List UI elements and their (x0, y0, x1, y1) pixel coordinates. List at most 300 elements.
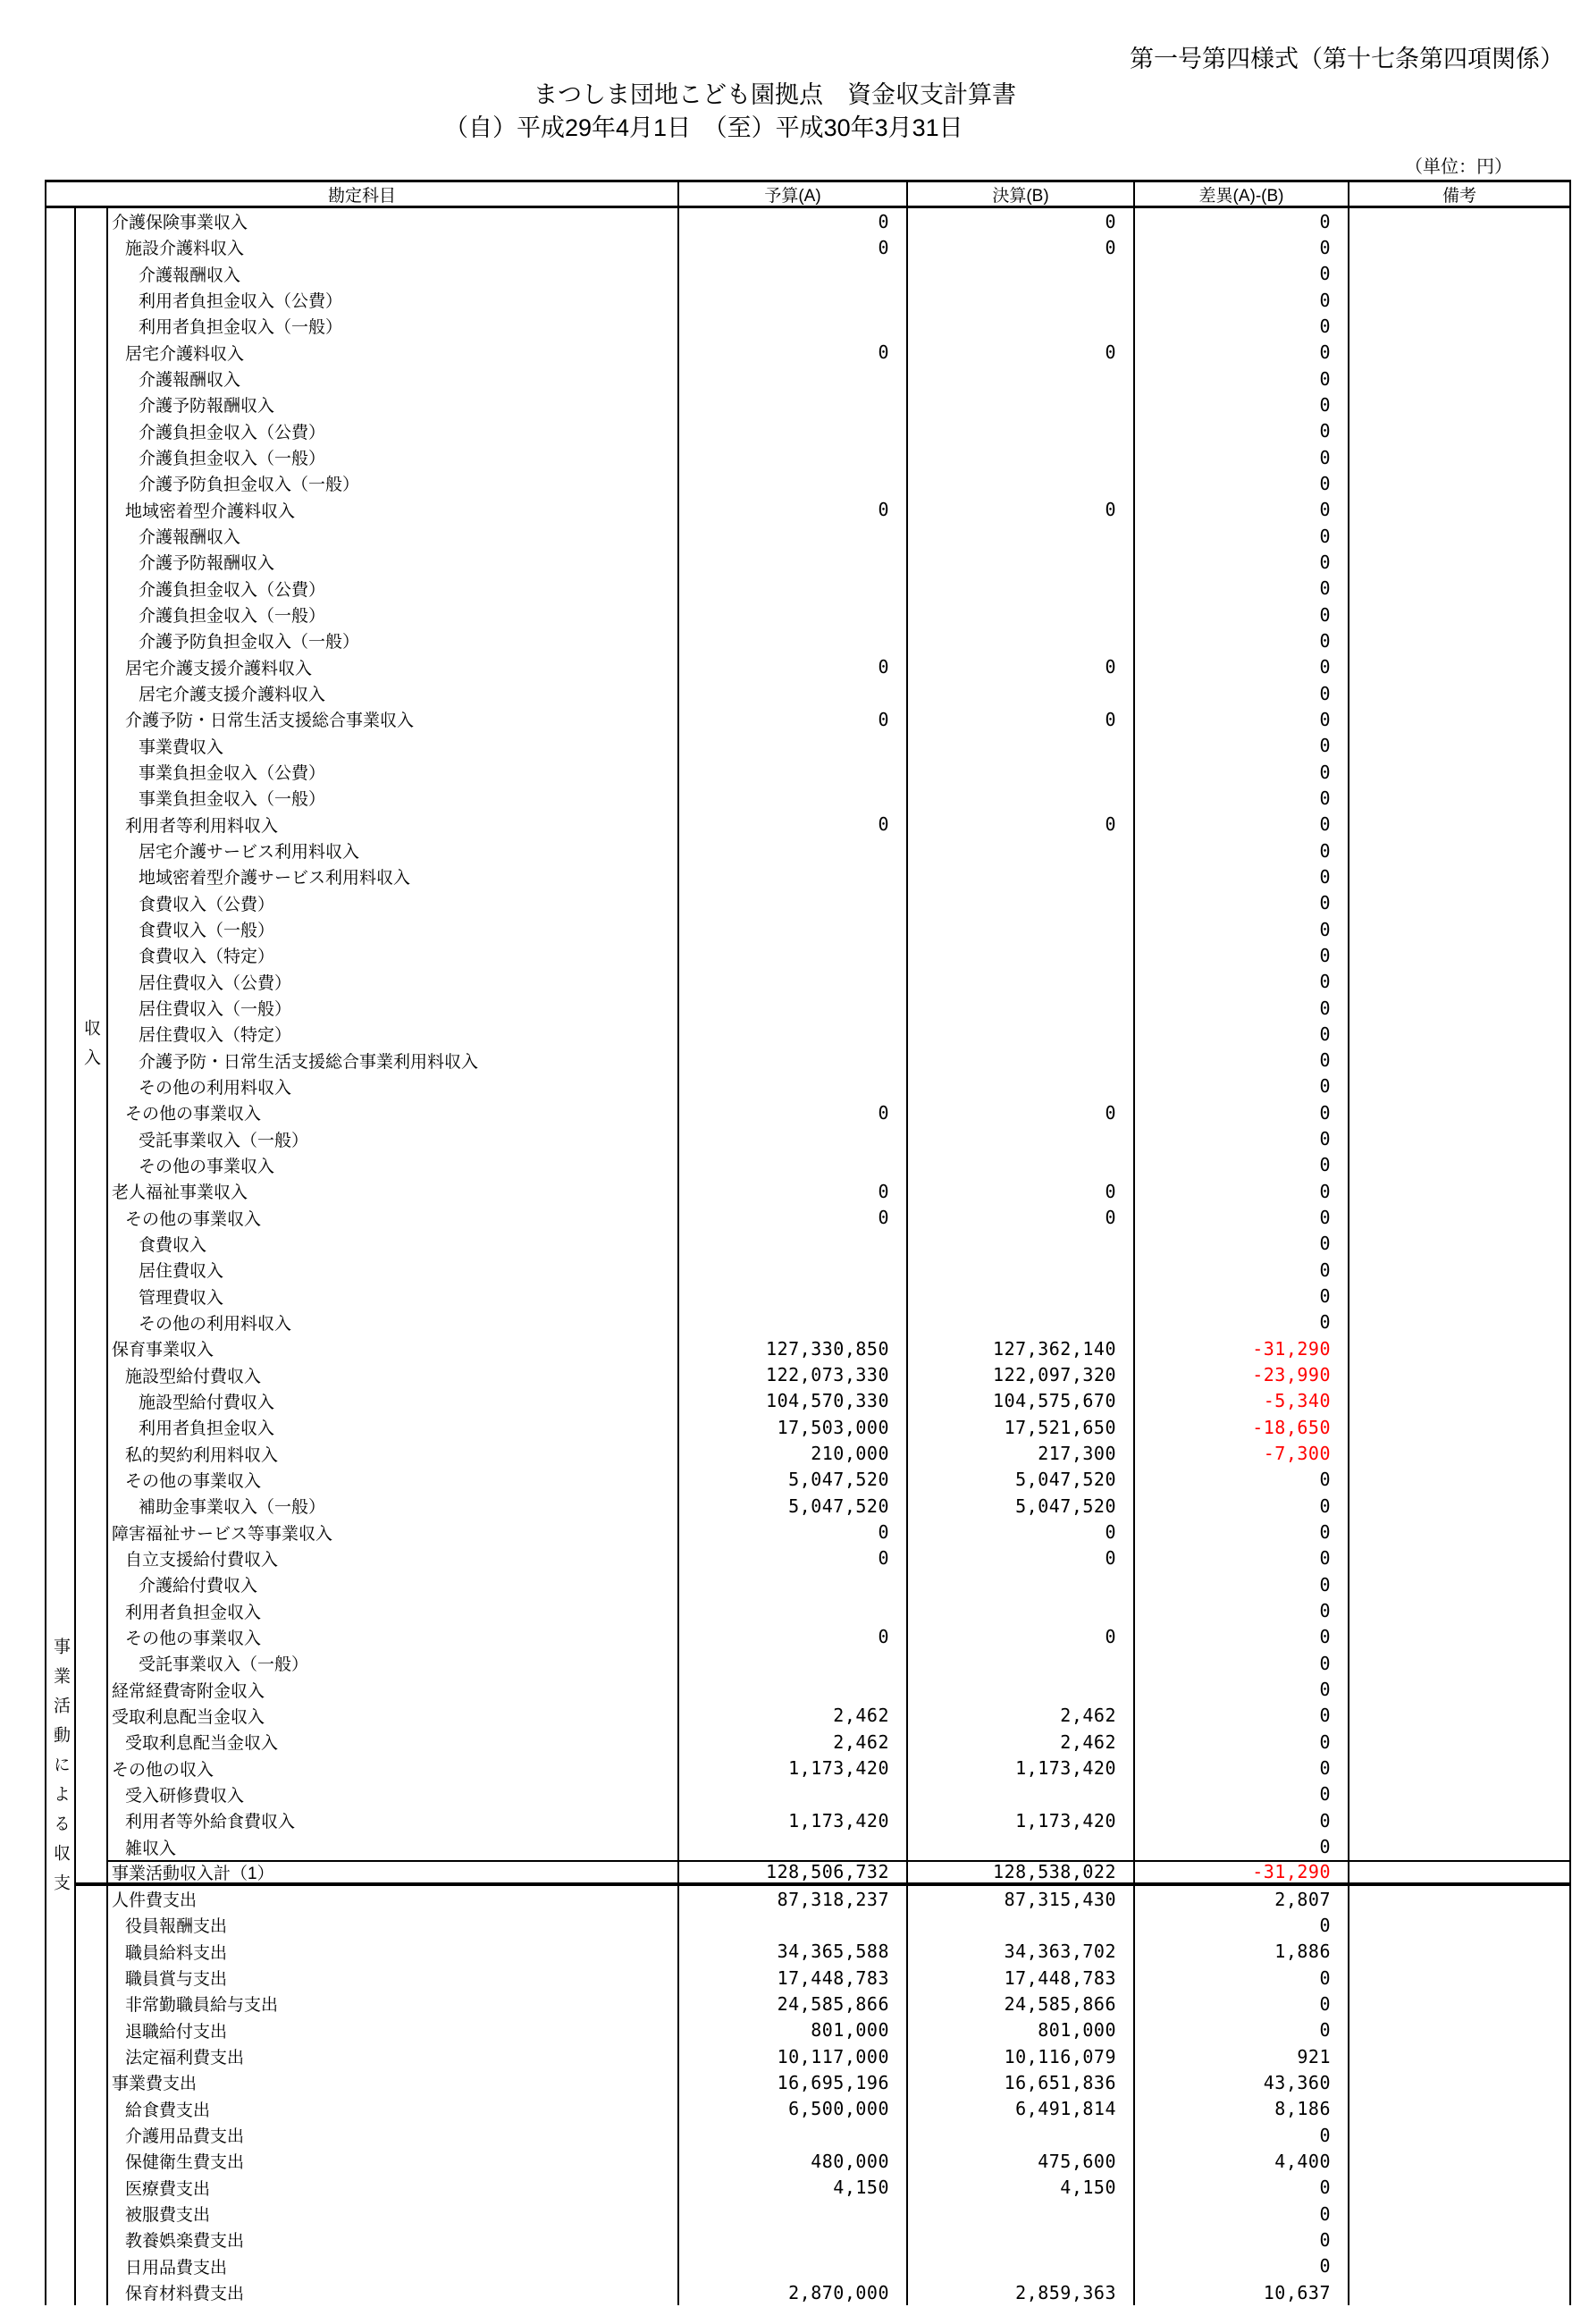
settlement-cell (908, 418, 1135, 444)
subsection-spacer-cell (76, 2069, 108, 2095)
subsection-spacer-cell (76, 208, 108, 234)
note-cell (1349, 706, 1569, 732)
difference-cell: 0 (1135, 627, 1349, 653)
settlement-cell (908, 890, 1135, 916)
settlement-cell: 0 (908, 812, 1135, 838)
budget-cell (679, 627, 908, 653)
section-spacer-cell (46, 1519, 76, 1545)
settlement-cell (908, 2122, 1135, 2148)
difference-cell: 0 (1135, 1231, 1349, 1257)
section-spacer-cell (46, 812, 76, 838)
section-spacer-cell (46, 444, 76, 470)
note-cell (1349, 863, 1569, 889)
difference-cell: 0 (1135, 1571, 1349, 1597)
column-header-difference: 差異(A)-(B) (1135, 182, 1349, 206)
settlement-cell (908, 1912, 1135, 1938)
account-name-cell: 利用者等外給食費収入 (108, 1807, 679, 1833)
note-cell (1349, 1388, 1569, 1414)
subsection-spacer-cell (76, 313, 108, 339)
section-spacer-cell (46, 1414, 76, 1440)
section-spacer-cell (46, 470, 76, 496)
difference-cell: 0 (1135, 1099, 1349, 1125)
account-name-cell: 利用者等利用料収入 (108, 812, 679, 838)
budget-cell: 0 (679, 1204, 908, 1230)
budget-cell (679, 444, 908, 470)
budget-cell (679, 759, 908, 785)
account-name-cell: 職員給料支出 (108, 1939, 679, 1965)
section-spacer-cell (46, 366, 76, 392)
note-cell (1349, 1833, 1569, 1859)
account-name-cell: 介護報酬収入 (108, 523, 679, 549)
section-spacer-cell (46, 969, 76, 995)
account-name-cell: 保育材料費支出 (108, 2279, 679, 2305)
table-row (46, 2253, 1569, 2279)
budget-cell (679, 602, 908, 627)
budget-cell: 122,073,330 (679, 1361, 908, 1387)
table-row (46, 1519, 1569, 1545)
settlement-cell (908, 1125, 1135, 1151)
section-spacer-cell (46, 1074, 76, 1099)
note-cell (1349, 1440, 1569, 1466)
settlement-cell (908, 863, 1135, 889)
settlement-cell (908, 759, 1135, 785)
settlement-cell (908, 733, 1135, 759)
difference-cell: -5,340 (1135, 1388, 1349, 1414)
note-cell (1349, 523, 1569, 549)
table-row (46, 2279, 1569, 2305)
settlement-cell: 5,047,520 (908, 1493, 1135, 1519)
account-name-cell: 介護負担金収入（一般） (108, 602, 679, 627)
budget-cell: 24,585,866 (679, 1991, 908, 2017)
section-spacer-cell (46, 942, 76, 968)
difference-cell: 0 (1135, 2253, 1349, 2279)
table-row (46, 2069, 1569, 2095)
budget-cell (679, 2227, 908, 2252)
section-spacer-cell (46, 2227, 76, 2252)
budget-cell (679, 2253, 908, 2279)
subsection-spacer-cell (76, 1886, 108, 1912)
subsection-spacer-cell (76, 2096, 108, 2122)
difference-cell: 0 (1135, 942, 1349, 968)
table-row (46, 1335, 1569, 1361)
budget-cell: 6,500,000 (679, 2096, 908, 2122)
difference-cell: 0 (1135, 313, 1349, 339)
budget-cell (679, 1309, 908, 1335)
note-cell (1349, 1178, 1569, 1204)
budget-cell: 0 (679, 706, 908, 732)
note-cell (1349, 1676, 1569, 1702)
subsection-spacer-cell (76, 523, 108, 549)
table-row (46, 2227, 1569, 2252)
note-cell (1349, 1257, 1569, 1283)
note-cell (1349, 2043, 1569, 2069)
column-header-settlement: 決算(B) (908, 182, 1135, 206)
note-cell (1349, 1755, 1569, 1781)
subsection-spacer-cell (76, 2201, 108, 2227)
budget-cell (679, 261, 908, 287)
settlement-cell (908, 1597, 1135, 1623)
table-row (46, 1178, 1569, 1204)
difference-cell: 0 (1135, 1545, 1349, 1571)
table-row (46, 1309, 1569, 1335)
subsection-spacer-cell (76, 1178, 108, 1204)
subsection-spacer-cell (76, 1781, 108, 1807)
table-row (46, 1074, 1569, 1099)
budget-cell: 10,117,000 (679, 2043, 908, 2069)
table-row (46, 208, 1569, 234)
settlement-cell: 1,173,420 (908, 1755, 1135, 1781)
note-cell (1349, 680, 1569, 706)
difference-cell: 8,186 (1135, 2096, 1349, 2122)
note-cell (1349, 759, 1569, 785)
subsection-spacer-cell (76, 1388, 108, 1414)
budget-cell (679, 785, 908, 811)
subsection-spacer-cell (76, 549, 108, 575)
account-name-cell: 介護保険事業収入 (108, 208, 679, 234)
settlement-cell: 6,491,814 (908, 2096, 1135, 2122)
table-row (46, 654, 1569, 680)
note-cell (1349, 1467, 1569, 1493)
budget-cell: 4,150 (679, 2175, 908, 2201)
section-spacer-cell (46, 706, 76, 732)
note-cell (1349, 470, 1569, 496)
subsection-spacer-cell (76, 340, 108, 366)
subsection-spacer-cell (76, 1545, 108, 1571)
difference-cell: 0 (1135, 890, 1349, 916)
table-row (46, 1361, 1569, 1387)
budget-cell (679, 1571, 908, 1597)
difference-cell: 0 (1135, 1152, 1349, 1178)
table-row (46, 1231, 1569, 1257)
subsection-spacer-cell (76, 680, 108, 706)
note-cell (1349, 785, 1569, 811)
difference-cell: -31,290 (1135, 1335, 1349, 1361)
budget-cell (679, 1676, 908, 1702)
table-row (46, 1703, 1569, 1729)
budget-cell (679, 1781, 908, 1807)
section-spacer-cell (46, 287, 76, 313)
table-row (46, 497, 1569, 523)
settlement-cell (908, 838, 1135, 863)
difference-cell: 0 (1135, 838, 1349, 863)
note-cell (1349, 1624, 1569, 1650)
settlement-cell (908, 1676, 1135, 1702)
subsection-spacer-cell (76, 234, 108, 260)
table-row (46, 261, 1569, 287)
account-name-cell: 受取利息配当金収入 (108, 1729, 679, 1755)
note-cell (1349, 1204, 1569, 1230)
settlement-cell: 87,315,430 (908, 1886, 1135, 1912)
settlement-cell (908, 2227, 1135, 2252)
note-cell (1349, 2069, 1569, 2095)
settlement-cell: 0 (908, 1099, 1135, 1125)
budget-cell (679, 1152, 908, 1178)
table-row (46, 1965, 1569, 1991)
section-spacer-cell (46, 392, 76, 417)
note-cell (1349, 313, 1569, 339)
difference-cell: 0 (1135, 2017, 1349, 2043)
table-row (46, 1624, 1569, 1650)
note-cell (1349, 812, 1569, 838)
settlement-cell (908, 1283, 1135, 1309)
difference-cell: 0 (1135, 1807, 1349, 1833)
account-name-cell: 介護報酬収入 (108, 261, 679, 287)
settlement-cell: 0 (908, 1204, 1135, 1230)
budget-cell: 0 (679, 1178, 908, 1204)
difference-cell: 0 (1135, 1048, 1349, 1074)
difference-cell: 0 (1135, 1650, 1349, 1676)
subsection-spacer-cell (76, 1152, 108, 1178)
settlement-cell (908, 1309, 1135, 1335)
account-name-cell: その他の事業収入 (108, 1467, 679, 1493)
account-name-cell: 被服費支出 (108, 2201, 679, 2227)
section-spacer-cell (46, 208, 76, 234)
account-name-cell: 居宅介護支援介護料収入 (108, 654, 679, 680)
subsection-spacer-cell (76, 1912, 108, 1938)
section-spacer-cell (46, 2201, 76, 2227)
subsection-spacer-cell (76, 627, 108, 653)
note-cell (1349, 1571, 1569, 1597)
subsection-spacer-cell (76, 2017, 108, 2043)
account-name-cell: 居宅介護料収入 (108, 340, 679, 366)
difference-cell: 0 (1135, 208, 1349, 234)
difference-cell: 0 (1135, 1676, 1349, 1702)
account-name-cell: その他の利用料収入 (108, 1309, 679, 1335)
settlement-cell (908, 1152, 1135, 1178)
account-name-cell: 利用者負担金収入 (108, 1597, 679, 1623)
table-row (46, 523, 1569, 549)
note-cell (1349, 2253, 1569, 2279)
subsection-spacer-cell (76, 1309, 108, 1335)
section-spacer-cell (46, 523, 76, 549)
note-cell (1349, 1361, 1569, 1387)
note-cell (1349, 1519, 1569, 1545)
difference-cell: -31,290 (1135, 1860, 1349, 1886)
section-spacer-cell (46, 1021, 76, 1047)
table-header-row (46, 182, 1569, 208)
budget-cell (679, 680, 908, 706)
note-cell (1349, 1021, 1569, 1047)
table-row (46, 1886, 1569, 1912)
note-cell (1349, 1781, 1569, 1807)
account-name-cell: その他の事業収入 (108, 1099, 679, 1125)
subsection-spacer-cell (76, 602, 108, 627)
account-name-cell: 非常勤職員給与支出 (108, 1991, 679, 2017)
difference-cell: 0 (1135, 863, 1349, 889)
table-row (46, 1414, 1569, 1440)
account-name-cell: 医療費支出 (108, 2175, 679, 2201)
settlement-cell (908, 942, 1135, 968)
column-header-budget: 予算(A) (679, 182, 908, 206)
table-row (46, 1939, 1569, 1965)
section-spacer-cell (46, 234, 76, 260)
subsection-spacer-cell (76, 759, 108, 785)
settlement-cell: 0 (908, 1519, 1135, 1545)
section-spacer-cell (46, 340, 76, 366)
note-cell (1349, 1309, 1569, 1335)
budget-cell (679, 890, 908, 916)
section-spacer-cell (46, 1388, 76, 1414)
section-label-income: 収入 (81, 1019, 100, 1078)
subsection-spacer-cell (76, 287, 108, 313)
account-name-cell: 自立支援給付費収入 (108, 1545, 679, 1571)
difference-cell: 0 (1135, 1309, 1349, 1335)
settlement-cell (908, 392, 1135, 417)
table-row (46, 706, 1569, 732)
settlement-cell (908, 2253, 1135, 2279)
section-spacer-cell (46, 1178, 76, 1204)
difference-cell: 0 (1135, 340, 1349, 366)
account-name-cell: 日用品費支出 (108, 2253, 679, 2279)
column-header-account: 勘定科目 (46, 182, 679, 206)
account-name-cell: 事業負担金収入（公費） (108, 759, 679, 785)
account-name-cell: 受託事業収入（一般） (108, 1125, 679, 1151)
settlement-cell (908, 1231, 1135, 1257)
difference-cell: 0 (1135, 523, 1349, 549)
difference-cell: 43,360 (1135, 2069, 1349, 2095)
table-row (46, 2043, 1569, 2069)
difference-cell: -23,990 (1135, 1361, 1349, 1387)
table-row (46, 1021, 1569, 1047)
page-title: まつしま団地こども園拠点 資金収支計算書 (534, 81, 1016, 108)
table-row (46, 2148, 1569, 2174)
section-spacer-cell (46, 602, 76, 627)
subsection-spacer-cell (76, 1125, 108, 1151)
settlement-cell (908, 2201, 1135, 2227)
subsection-spacer-cell (76, 2227, 108, 2252)
budget-cell (679, 1048, 908, 1074)
budget-cell: 5,047,520 (679, 1467, 908, 1493)
section-spacer-cell (46, 1912, 76, 1938)
table-row (46, 549, 1569, 575)
difference-cell: 0 (1135, 2227, 1349, 2252)
difference-cell: 0 (1135, 1178, 1349, 1204)
note-cell (1349, 208, 1569, 234)
account-name-cell: その他の事業収入 (108, 1624, 679, 1650)
budget-cell: 34,365,588 (679, 1939, 908, 1965)
account-name-cell: 介護給付費収入 (108, 1571, 679, 1597)
section-spacer-cell (46, 576, 76, 602)
table-row (46, 1597, 1569, 1623)
subsection-spacer-cell (76, 733, 108, 759)
account-name-cell: 介護負担金収入（公費） (108, 576, 679, 602)
subsection-spacer-cell (76, 2122, 108, 2148)
section-spacer-cell (46, 261, 76, 287)
difference-cell: 0 (1135, 261, 1349, 287)
section-spacer-cell (46, 1309, 76, 1335)
budget-cell: 480,000 (679, 2148, 908, 2174)
table-row (46, 1991, 1569, 2017)
account-name-cell: 食費収入 (108, 1231, 679, 1257)
table-row (46, 1833, 1569, 1859)
table-row (46, 995, 1569, 1021)
settlement-cell: 0 (908, 1545, 1135, 1571)
subsection-spacer-cell (76, 1414, 108, 1440)
budget-cell: 0 (679, 497, 908, 523)
subsection-spacer-cell (76, 1597, 108, 1623)
account-name-cell: 利用者負担金収入 (108, 1414, 679, 1440)
section-spacer-cell (46, 627, 76, 653)
table-row (46, 2175, 1569, 2201)
settlement-cell (908, 549, 1135, 575)
note-cell (1349, 418, 1569, 444)
note-cell (1349, 1152, 1569, 1178)
subsection-spacer-cell (76, 1676, 108, 1702)
section-spacer-cell (46, 1467, 76, 1493)
account-name-cell: 事業費収入 (108, 733, 679, 759)
table-row (46, 1099, 1569, 1125)
table-row (46, 1283, 1569, 1309)
section-spacer-cell (46, 2043, 76, 2069)
table-row (46, 1571, 1569, 1597)
subsection-spacer-cell (76, 366, 108, 392)
budget-cell: 5,047,520 (679, 1493, 908, 1519)
budget-cell (679, 1125, 908, 1151)
budget-cell: 128,506,732 (679, 1860, 908, 1886)
subsection-spacer-cell (76, 916, 108, 942)
difference-cell: 0 (1135, 680, 1349, 706)
settlement-cell (908, 680, 1135, 706)
note-cell (1349, 1939, 1569, 1965)
budget-cell: 16,695,196 (679, 2069, 908, 2095)
difference-cell: 0 (1135, 287, 1349, 313)
note-cell (1349, 995, 1569, 1021)
table-row (46, 602, 1569, 627)
budget-cell (679, 392, 908, 417)
subsection-spacer-cell (76, 2175, 108, 2201)
note-cell (1349, 1048, 1569, 1074)
section-spacer-cell (46, 1545, 76, 1571)
account-name-cell: 老人福祉事業収入 (108, 1178, 679, 1204)
settlement-cell (908, 969, 1135, 995)
account-name-cell: 介護負担金収入（一般） (108, 444, 679, 470)
difference-cell: 0 (1135, 1493, 1349, 1519)
settlement-cell (908, 261, 1135, 287)
subsection-spacer-cell (76, 576, 108, 602)
settlement-cell: 34,363,702 (908, 1939, 1135, 1965)
note-cell (1349, 1886, 1569, 1912)
budget-cell (679, 1912, 908, 1938)
section-spacer-cell (46, 654, 76, 680)
subsection-spacer-cell (76, 1571, 108, 1597)
account-name-cell: 教養娯楽費支出 (108, 2227, 679, 2252)
table-row (46, 1755, 1569, 1781)
budget-cell (679, 2122, 908, 2148)
account-name-cell: 私的契約利用料収入 (108, 1440, 679, 1466)
table-row (46, 1860, 1569, 1886)
table-row (46, 1467, 1569, 1493)
table-row (46, 1152, 1569, 1178)
table-row (46, 969, 1569, 995)
section-spacer-cell (46, 1493, 76, 1519)
budget-cell: 2,870,000 (679, 2279, 908, 2305)
settlement-cell: 0 (908, 654, 1135, 680)
note-cell (1349, 576, 1569, 602)
table-row (46, 1545, 1569, 1571)
section-spacer-cell (46, 2122, 76, 2148)
budget-cell: 87,318,237 (679, 1886, 908, 1912)
account-name-cell: 受託事業収入（一般） (108, 1650, 679, 1676)
settlement-cell (908, 1781, 1135, 1807)
section-spacer-cell (46, 1204, 76, 1230)
note-cell (1349, 1283, 1569, 1309)
section-spacer-cell (46, 549, 76, 575)
account-name-cell: 施設介護料収入 (108, 234, 679, 260)
account-name-cell: 介護予防報酬収入 (108, 392, 679, 417)
table-row (46, 838, 1569, 863)
subsection-spacer-cell (76, 785, 108, 811)
difference-cell: 0 (1135, 2201, 1349, 2227)
